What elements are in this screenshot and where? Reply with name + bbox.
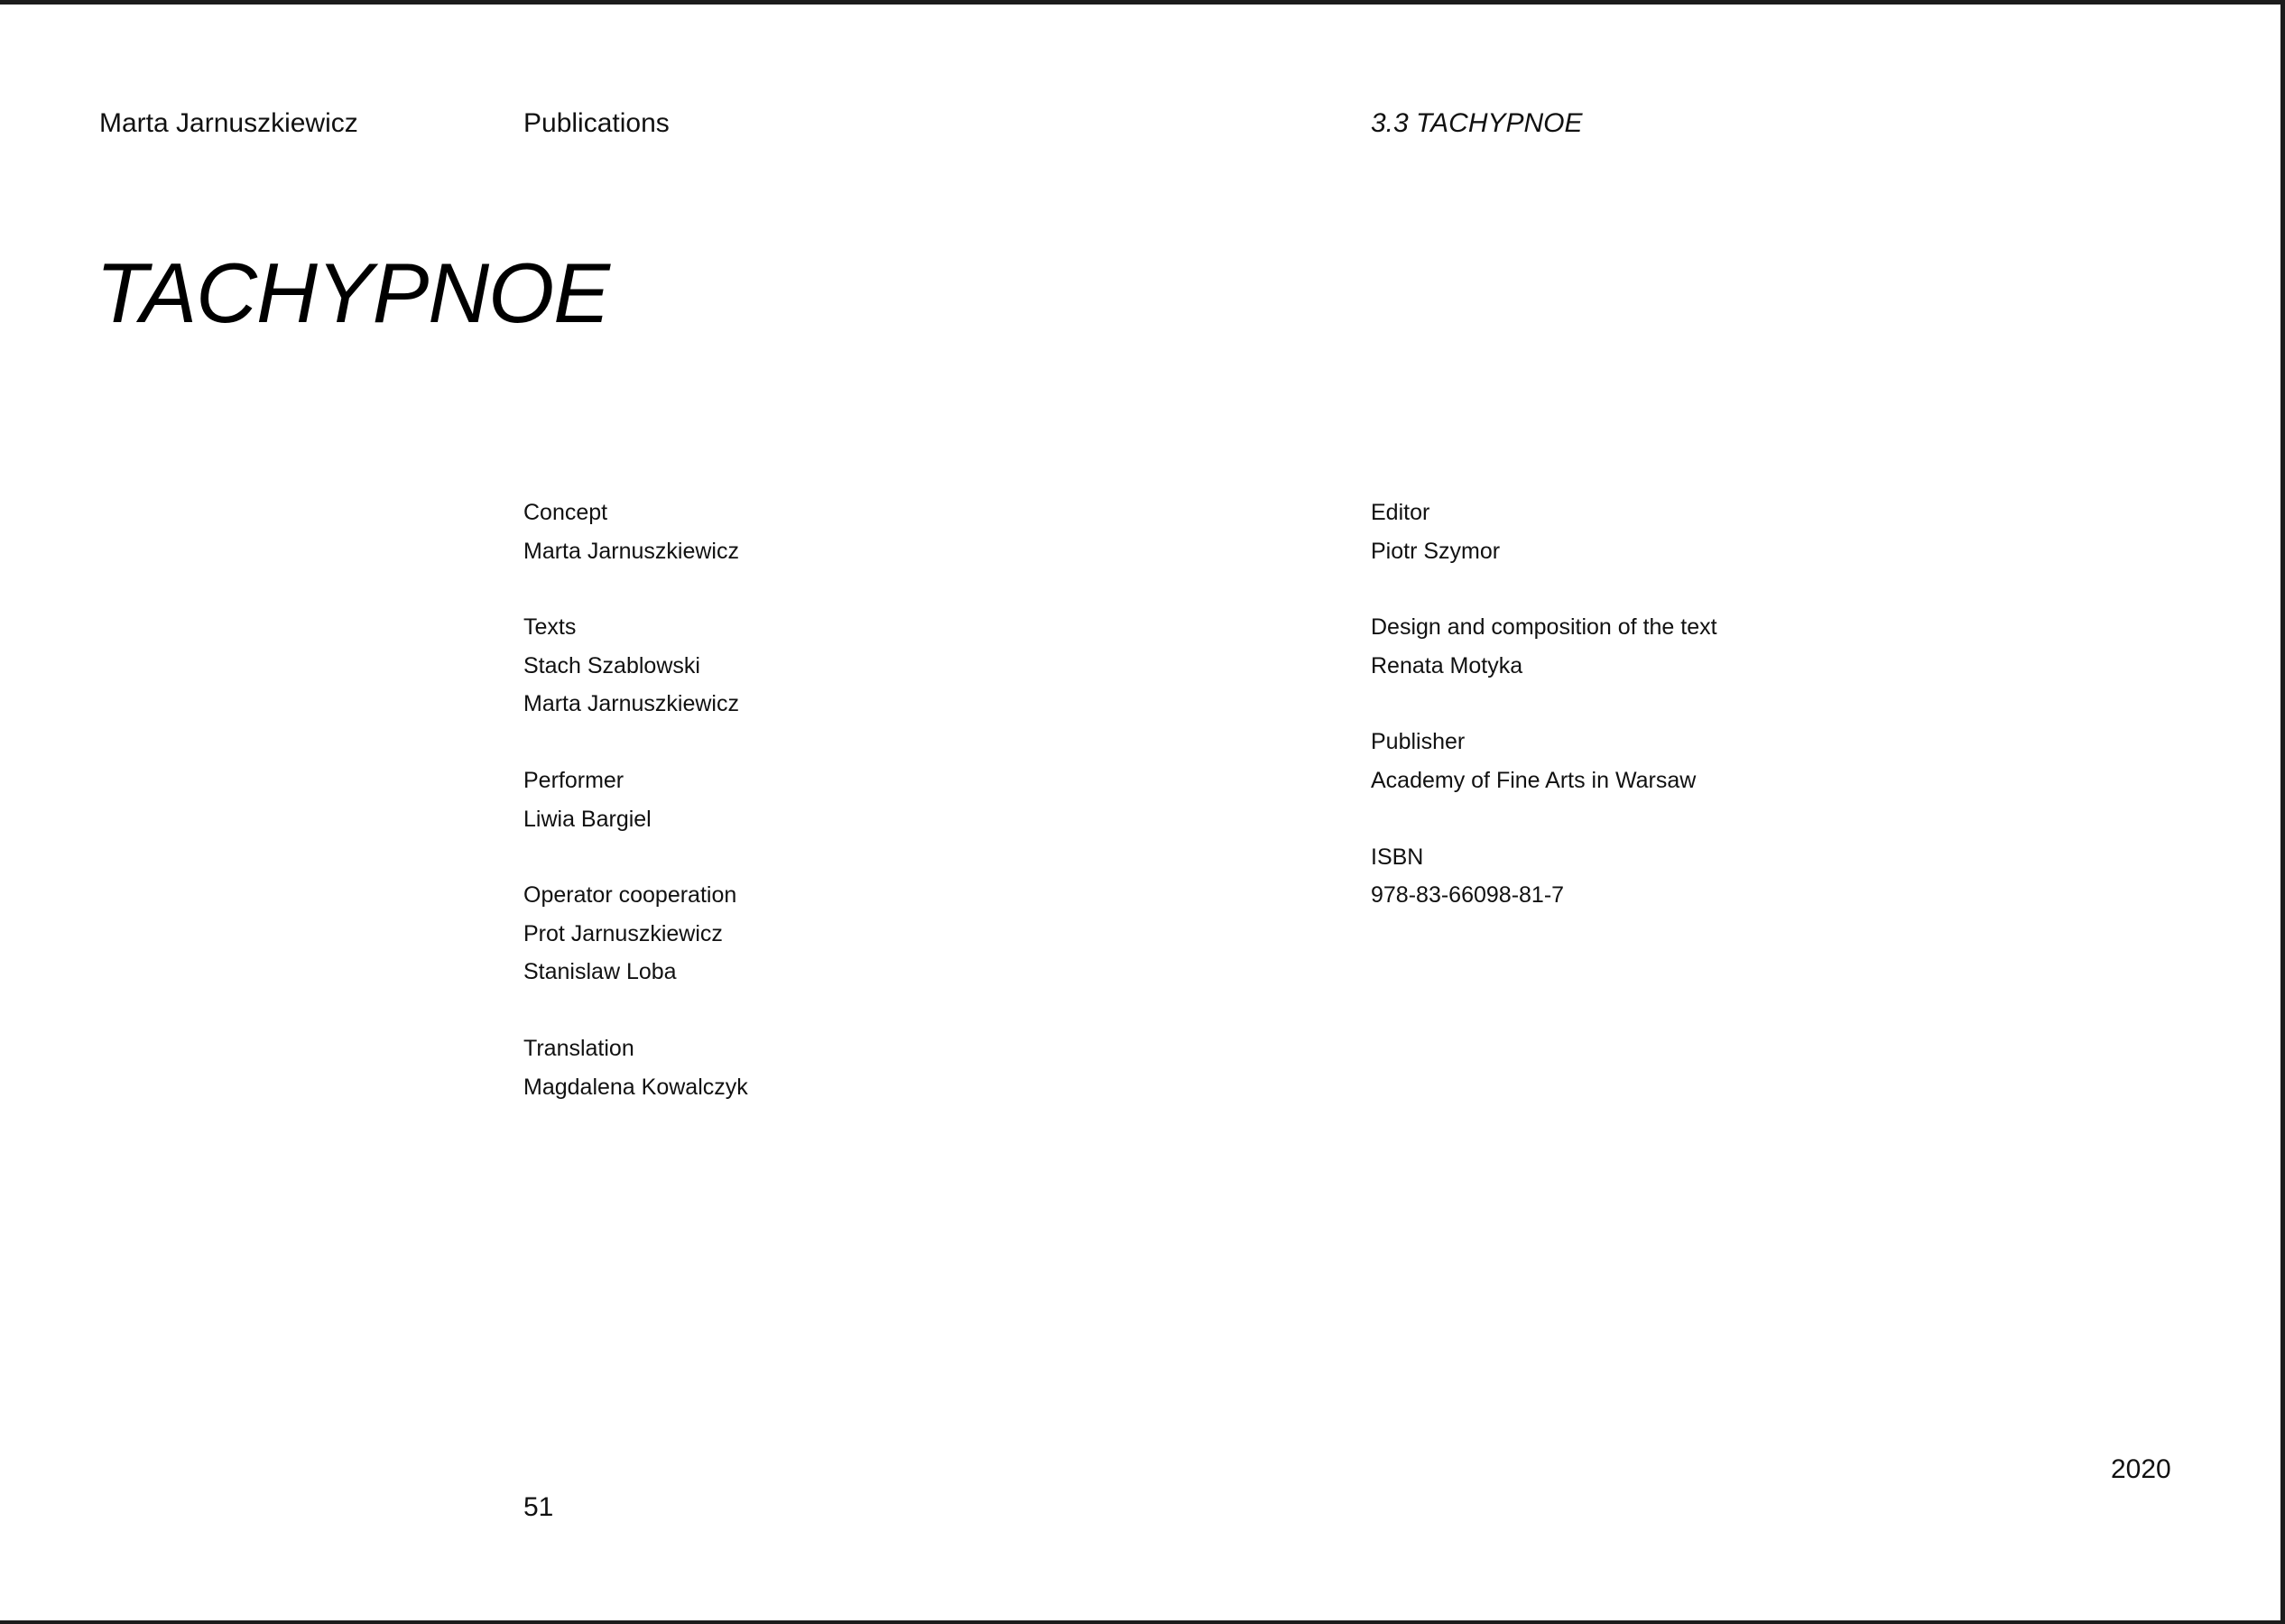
credit-role: Editor <box>1371 500 1430 525</box>
credit-role: Performer <box>523 767 624 793</box>
credit-name: Academy of Fine Arts in Warsaw <box>1371 767 1697 793</box>
credit-name: Marta Jarnuszkiewicz <box>523 538 739 564</box>
credit-group-concept <box>523 494 1263 570</box>
credit-role: Texts <box>523 614 577 641</box>
header-section: Publications <box>523 108 670 138</box>
credit-name: Prot Jarnuszkiewicz <box>523 920 723 946</box>
page-number: 51 <box>523 1492 554 1522</box>
isbn-value: 978-83-66098-81-7 <box>1371 882 1565 909</box>
credit-name: Magdalena Kowalczyk <box>523 1074 748 1100</box>
publication-year: 2020 <box>2111 1454 2171 1484</box>
page-title: TACHYPNOE <box>96 245 609 340</box>
credit-name: Stanislaw Loba <box>523 959 677 985</box>
credit-name: Marta Jarnuszkiewicz <box>523 691 739 717</box>
credit-group-texts <box>523 608 1263 724</box>
header-chapter: 3.3 TACHYPNOE <box>1371 108 1583 138</box>
credit-name: Renata Motyka <box>1371 652 1523 678</box>
credit-group-performer <box>523 761 1263 838</box>
credit-name: Piotr Szymor <box>1371 538 1501 564</box>
credit-role: Concept <box>523 500 608 525</box>
credit-group-design <box>1371 608 2111 685</box>
credit-role: ISBN <box>1371 844 1424 870</box>
credit-role: Publisher <box>1371 729 1466 755</box>
header-author: Marta Jarnuszkiewicz <box>99 108 358 138</box>
credit-role: Design and composition of the text <box>1371 614 1717 641</box>
credit-name: Stach Szablowski <box>523 652 700 678</box>
credit-group-publisher <box>1371 723 2111 799</box>
credit-role: Translation <box>523 1035 634 1061</box>
credits-right-column <box>1371 494 2111 953</box>
credit-group-isbn <box>1371 838 2111 915</box>
credit-role: Operator cooperation <box>523 882 737 909</box>
credit-group-operator-cooperation <box>523 876 1263 992</box>
credits-left-column <box>523 494 1263 1144</box>
credit-group-translation <box>523 1029 1263 1106</box>
credit-name: Liwia Bargiel <box>523 806 652 832</box>
credit-group-editor <box>1371 494 2111 570</box>
